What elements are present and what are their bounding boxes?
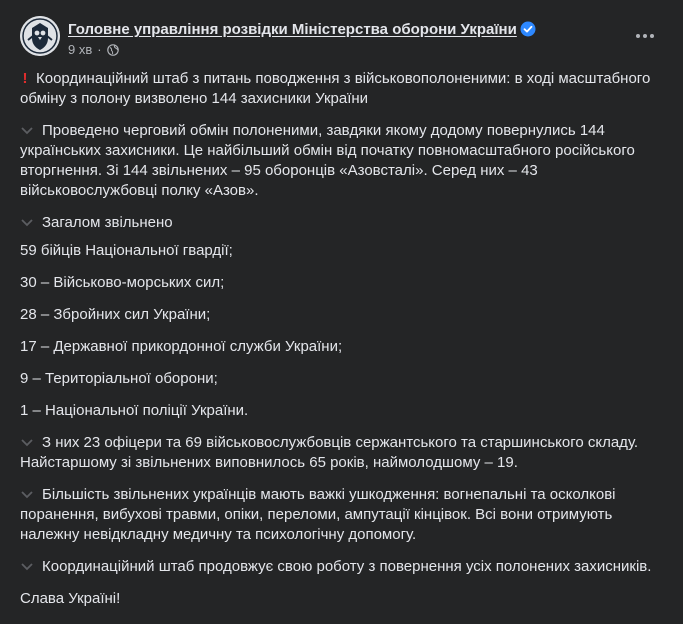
bullet-marker-icon (20, 487, 34, 501)
more-options-icon (635, 33, 655, 39)
paragraph-officers (20, 433, 670, 473)
list-item: 30 – Військово-морських сил; (20, 274, 225, 291)
paragraph-officers-text: З них 23 офіцери та 69 військовослужбовців сержантського та старшинського складу. Найстаршому зі звільнених виповнилось 65 років, наймолодшому – 19. (20, 434, 639, 471)
paragraph-injuries-text: Більшість звільнених українців мають важкі ушкодження: вогнепальні та осколкові поранення, вибухові травми, опіки, переломи, ампутації кінцівок. Всі вони отримують належну невідкладну медичну та психологічну допомогу. (20, 486, 616, 543)
closing-line (20, 589, 670, 609)
list-item: 1 – Національної поліції України. (20, 402, 249, 419)
globe-icon[interactable] (107, 44, 119, 56)
exclamation-icon: ! (22, 70, 28, 87)
owl-emblem-icon (20, 16, 60, 56)
bullet-marker-icon (20, 435, 34, 449)
bullet-marker-icon (20, 123, 34, 137)
paragraph-injuries (20, 485, 670, 545)
post-meta (68, 42, 119, 57)
paragraph-total (20, 213, 670, 233)
more-options-button[interactable] (631, 22, 659, 50)
paragraph-exchange (20, 121, 670, 201)
total-label: Загалом звільнено (42, 214, 173, 231)
list-item: 28 – Збройних сил України; (20, 306, 211, 323)
post-body (20, 69, 670, 624)
timestamp-link[interactable]: 9 хв (68, 42, 93, 57)
paragraph-continues-text: Координаційний штаб продовжує свою роботу з повернення усіх полонених захисників. (42, 558, 652, 575)
page-avatar[interactable] (20, 16, 60, 56)
ukraine-flag-icon (121, 593, 137, 604)
post-header (20, 16, 667, 60)
headline-text: Координаційний штаб з питань поводження з військовополоненими: в ході масштабного обміну з полону визволено 144 захисники України (20, 70, 651, 107)
bullet-marker-icon (20, 559, 34, 573)
list-item: 59 бійців Національної гвардії; (20, 242, 233, 259)
headline-paragraph (20, 69, 670, 109)
page-name-link[interactable]: Головне управління розвідки Міністерства оборони України (68, 21, 517, 38)
meta-separator: · (97, 42, 102, 57)
closing-text: Слава Україні! (20, 590, 121, 607)
paragraph-exchange-text: Проведено черговий обмін полоненими, завдяки якому додому повернулись 144 українських захисники. Це найбільший обмін від початку повномасштабного російського вторгнення. Зі 144 звільнених – 95 оборонців «Азовсталі». Серед них – 43 військовослужбовці полку «Азов». (20, 122, 635, 199)
list-item: 17 – Державної прикордонної служби України; (20, 338, 343, 355)
bullet-marker-icon (20, 215, 34, 229)
list-item: 9 – Територіальної оборони; (20, 370, 218, 387)
paragraph-continues (20, 557, 670, 577)
verified-badge-icon (520, 21, 536, 37)
